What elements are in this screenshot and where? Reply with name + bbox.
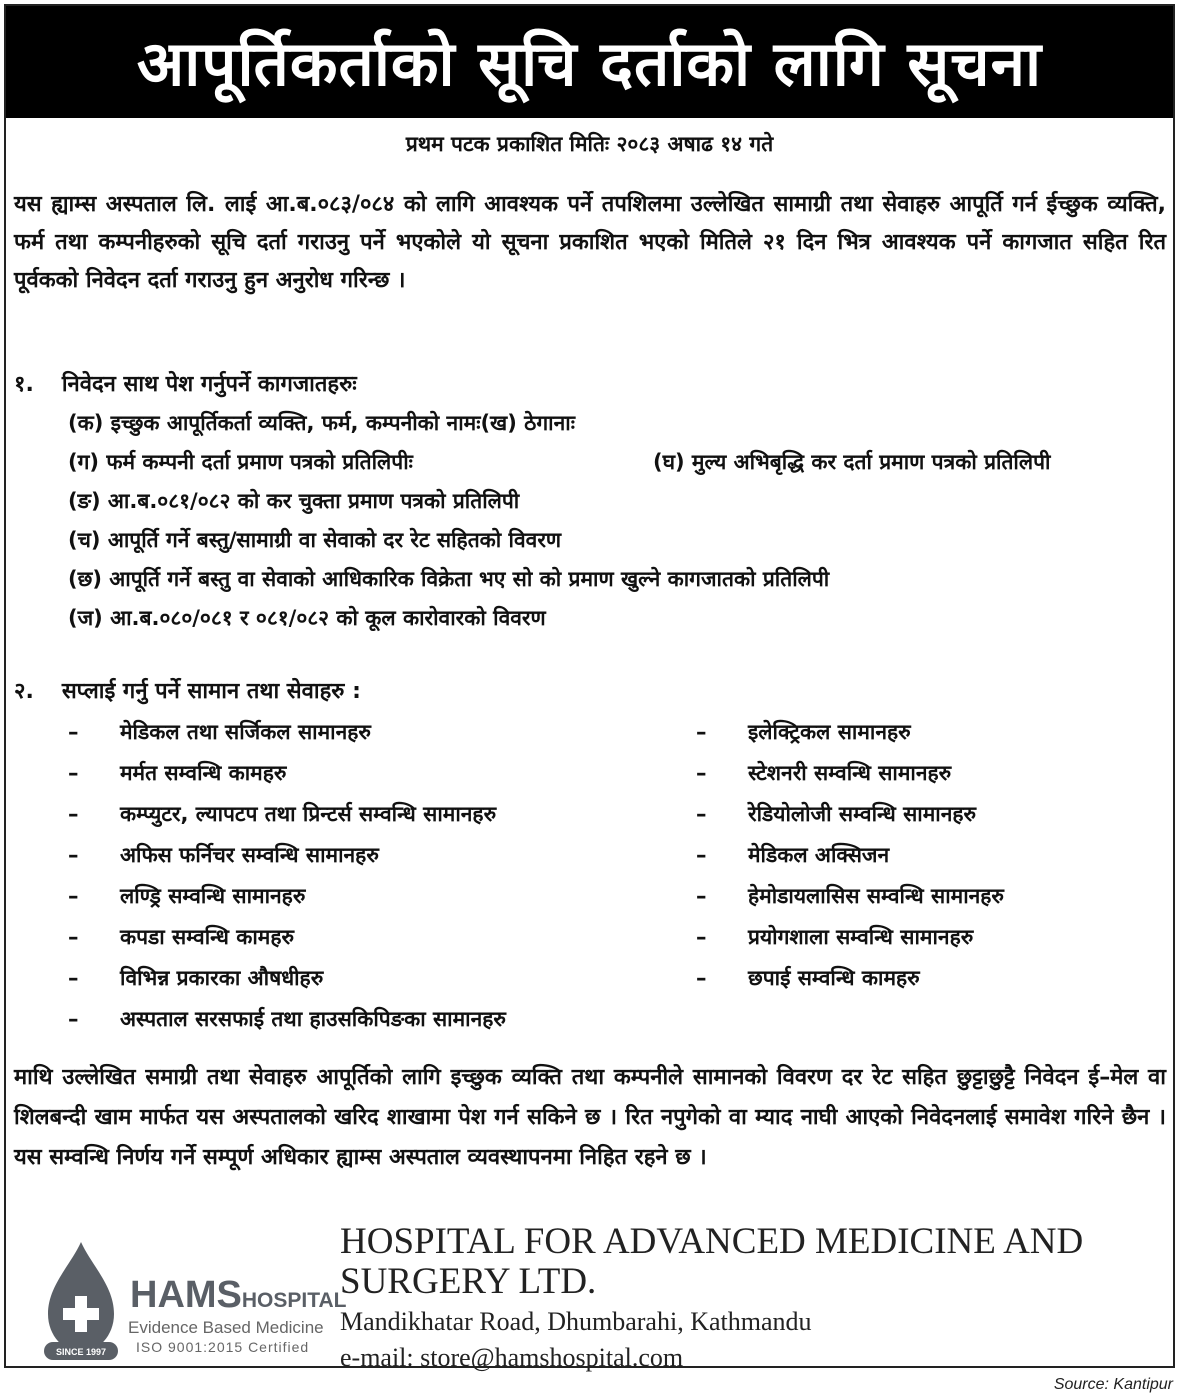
section-2-heading [14, 675, 361, 705]
list-item: (छ) आपूर्ति गर्ने बस्तु वा सेवाको आधिकारिक विक्रेता भए सो को प्रमाण खुल्ने कागजातको प्रतिलिपी [68, 567, 830, 591]
supply-item-label: मर्मत सम्वन्धि कामहरु [120, 761, 287, 785]
drop-cross-logo-icon [36, 1238, 126, 1368]
supply-item-label: रेडियोलोजी सम्वन्धि सामानहरु [748, 802, 977, 826]
list-item [68, 999, 668, 1040]
list-item [68, 917, 668, 958]
list-item [696, 753, 1176, 794]
section-2-number: २. [14, 679, 34, 704]
list-dash: – [696, 720, 707, 744]
list-item [68, 958, 668, 999]
list-item [68, 753, 668, 794]
list-dash: – [696, 966, 707, 990]
list-item [696, 794, 1176, 835]
section-1-title: निवेदन साथ पेश गर्नुपर्ने कागजातहरुः [61, 372, 357, 397]
supply-item-label: अस्पताल सरसफाई तथा हाउसकिपिङका सामानहरु [120, 1007, 506, 1031]
supply-item-label: मेडिकल तथा सर्जिकल सामानहरु [120, 720, 371, 744]
iso-certification: ISO 9001:2015 Certified [136, 1339, 310, 1355]
supply-item-label: प्रयोगशाला सम्वन्धि सामानहरु [748, 925, 974, 949]
supply-item-label: स्टेशनरी सम्वन्धि सामानहरु [748, 761, 952, 785]
list-dash: – [696, 843, 707, 867]
hams-wordmark: HAMSHOSPITAL [130, 1274, 347, 1316]
list-item: (ग) फर्म कम्पनी दर्ता प्रमाण पत्रको प्रतिलिपीः (घ) मुल्य अभिबृद्धि कर दर्ता प्रमाण पत्रको प्रतिलिपी [68, 450, 1051, 474]
list-dash: – [68, 843, 79, 867]
intro-paragraph: यस ह्याम्स अस्पताल लि. लाई आ.ब.०८३/०८४ को लागि आवश्यक पर्ने तपशिलमा उल्लेखित सामाग्री तथा सेवाहरु आपूर्ति गर्न ईच्छुक व्यक्ति, फर्म तथा कम्पनीहरुको सूचि दर्ता गराउनु पर्ने भएकोले यो सूचना प्रकाशित भएको मितिले २१ दिन भित्र आवश्यक पर्ने कागजात सहित रित पूर्वकको निवेदन दर्ता गराउनु हुन अनुरोध गरिन्छ । [14, 192, 1166, 293]
supply-item-label: मेडिकल अक्सिजन [748, 843, 890, 867]
list-item [696, 876, 1176, 917]
notice-title: आपूर्तिकर्ताको सूचि दर्ताको लागि सूचना [6, 6, 1173, 118]
list-dash: – [696, 761, 707, 785]
list-dash: – [68, 966, 79, 990]
list-item: (च) आपूर्ति गर्ने बस्तु/सामाग्री वा सेवाको दर रेट सहितको विवरण [68, 528, 562, 552]
list-dash: – [68, 884, 79, 908]
supply-item-label: अफिस फर्निचर सम्वन्धि सामानहरु [120, 843, 379, 867]
list-dash: – [68, 761, 79, 785]
supply-item-label: छपाई सम्वन्धि कामहरु [748, 966, 920, 990]
list-item: (ङ) आ.ब.०८१/०८२ को कर चुक्ता प्रमाण पत्रको प्रतिलिपी [68, 489, 520, 513]
list-item: (ज) आ.ब.०८०/०८१ र ०८१/०८२ को कूल कारोवारको विवरण [68, 606, 546, 630]
organization-email: e-mail: store@hamshospital.com [340, 1343, 684, 1372]
list-item [68, 835, 668, 876]
hams-hospital-logo [36, 1238, 347, 1368]
notice-frame [4, 4, 1175, 1372]
list-item [696, 835, 1176, 876]
supply-item-label: विभिन्न प्रकारका औषधीहरु [120, 966, 324, 990]
list-dash: – [696, 884, 707, 908]
list-item: (क) इच्छुक आपूर्तिकर्ता व्यक्ति, फर्म, कम्पनीको नामः(ख) ठेगानाः [68, 411, 575, 435]
supply-item-label: कपडा सम्वन्धि कामहरु [120, 925, 295, 949]
section-2-title: सप्लाई गर्नु पर्ने सामान तथा सेवाहरु : [61, 679, 361, 704]
list-item [68, 712, 668, 753]
list-dash: – [68, 802, 79, 826]
closing-paragraph: माथि उल्लेखित समाग्री तथा सेवाहरु आपूर्तिको लागि इच्छुक व्यक्ति तथा कम्पनीले सामानको विवरण दर रेट सहित छुट्टाछुट्टै निवेदन ई–मेल वा शिलबन्दी खाम मार्फत यस अस्पतालको खरिद शाखामा पेश गर्न सकिने छ । रित नपुगेको वा म्याद नाघी आएको निवेदनलाई समावेश गरिने छैन । यस सम्वन्धि निर्णय गर्ने सम्पूर्ण अधिकार ह्याम्स अस्पताल व्यवस्थापनमा निहित रहने छ । [14, 1065, 1166, 1170]
document-list [68, 404, 1168, 638]
list-item [696, 712, 1176, 753]
supply-list-left [68, 712, 668, 1040]
logo-tagline: Evidence Based Medicine [128, 1318, 324, 1337]
organization-name: HOSPITAL FOR ADVANCED MEDICINE AND SURGERY LTD. [340, 1221, 1084, 1302]
list-item [68, 794, 668, 835]
list-dash: – [696, 925, 707, 949]
organization-address: Mandikhatar Road, Dhumbarahi, Kathmandu [340, 1307, 812, 1336]
list-item [696, 917, 1176, 958]
supply-item-label: इलेक्ट्रिकल सामानहरु [748, 720, 911, 744]
supply-list-right [696, 712, 1176, 999]
supply-item-label: कम्प्युटर, ल्यापटप तथा प्रिन्टर्स सम्वन्धि सामानहरु [120, 802, 497, 826]
publish-date: प्रथम पटक प्रकाशित मितिः २०८३ अषाढ १४ गते [405, 132, 774, 156]
supply-item-label: लण्ड्रि सम्वन्धि सामानहरु [120, 884, 306, 908]
source-credit: Source: Kantipur [1053, 1376, 1173, 1393]
list-dash: – [68, 925, 79, 949]
list-dash: – [68, 1007, 79, 1031]
section-1-heading [14, 368, 357, 398]
since-label: SINCE 1997 [55, 1347, 107, 1357]
list-dash: – [696, 802, 707, 826]
supply-item-label: हेमोडायलासिस सम्वन्धि सामानहरु [748, 884, 1004, 908]
list-item [68, 876, 668, 917]
list-item [696, 958, 1176, 999]
list-dash: – [68, 720, 79, 744]
organization-block [340, 1222, 1180, 1374]
section-1-number: १. [14, 372, 34, 397]
